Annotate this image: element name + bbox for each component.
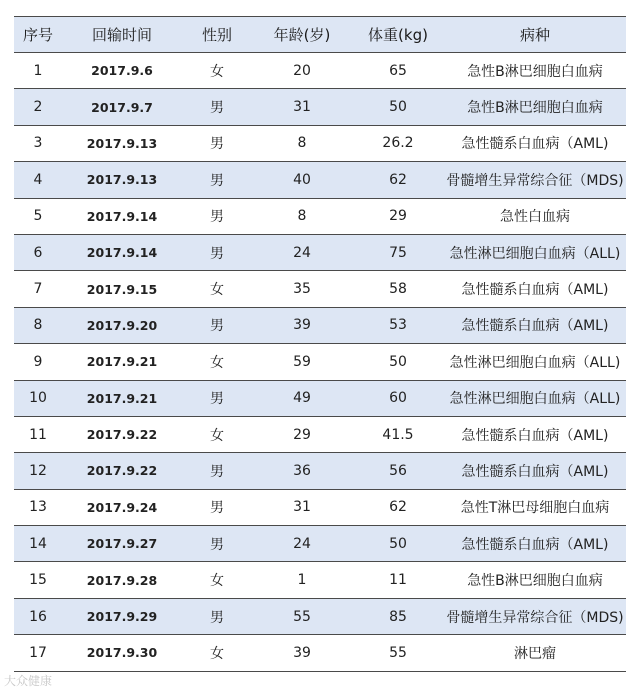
- cell-number: 6: [33, 244, 43, 261]
- cell-age: 8: [297, 208, 307, 225]
- table-row: [14, 381, 626, 417]
- cell-sex: 男: [210, 245, 224, 262]
- cell-number: 9: [33, 353, 43, 370]
- cell-weight: 11: [389, 572, 407, 589]
- cell-age: 1: [297, 572, 307, 589]
- table-row: [14, 271, 626, 307]
- cell-number: 4: [33, 171, 43, 188]
- cell-sex: 女: [210, 427, 224, 444]
- header-sex: 性别: [201, 26, 232, 44]
- cell-sex: 女: [210, 573, 224, 590]
- table-row: [14, 308, 626, 344]
- watermark: 大众健康: [4, 674, 53, 688]
- cell-number: 3: [33, 135, 43, 152]
- cell-date: 2017.9.7: [91, 99, 153, 115]
- cell-disease: 急性髓系白血病（AML): [461, 282, 609, 299]
- cell-weight: 60: [389, 390, 407, 407]
- cell-number: 8: [33, 317, 43, 334]
- cell-number: 12: [29, 462, 47, 479]
- cell-age: 39: [293, 317, 311, 334]
- cell-disease: 急性B淋巴细胞白血病: [467, 573, 603, 590]
- cell-disease: 急性淋巴细胞白血病（ALL): [449, 354, 621, 371]
- cell-age: 29: [293, 426, 311, 443]
- cell-age: 59: [293, 353, 311, 370]
- cell-date: 2017.9.29: [86, 609, 158, 625]
- table-row: [14, 344, 626, 380]
- table-row: [14, 417, 626, 453]
- cell-disease: 急性髓系白血病（AML): [461, 136, 609, 153]
- table-row: [14, 162, 626, 198]
- cell-disease: 急性淋巴细胞白血病（ALL): [449, 245, 621, 262]
- table-row: [14, 526, 626, 562]
- table-row: [14, 453, 626, 489]
- cell-sex: 男: [210, 209, 224, 226]
- cell-weight: 56: [389, 462, 407, 479]
- cell-sex: 女: [210, 354, 224, 371]
- patient-table: [14, 16, 626, 672]
- cell-age: 49: [293, 390, 311, 407]
- header-disease: 病种: [519, 26, 550, 44]
- cell-age: 20: [293, 62, 311, 79]
- cell-sex: 女: [210, 645, 224, 662]
- cell-disease: 急性B淋巴细胞白血病: [467, 63, 603, 80]
- cell-sex: 男: [210, 609, 224, 626]
- cell-weight: 41.5: [382, 426, 414, 443]
- cell-weight: 50: [389, 99, 407, 116]
- header-date: 回输时间: [91, 26, 152, 44]
- cell-disease: 急性髓系白血病（AML): [461, 536, 609, 553]
- cell-weight: 50: [389, 353, 407, 370]
- table-row: [14, 89, 626, 125]
- table-row: [14, 562, 626, 598]
- cell-weight: 62: [389, 499, 407, 516]
- cell-disease: 急性B淋巴细胞白血病: [467, 100, 603, 117]
- cell-date: 2017.9.27: [86, 536, 158, 552]
- table-header-row: [14, 16, 626, 53]
- cell-number: 1: [33, 62, 43, 79]
- cell-weight: 62: [389, 171, 407, 188]
- table-row: [14, 599, 626, 635]
- cell-date: 2017.9.15: [86, 281, 158, 297]
- cell-sex: 男: [210, 391, 224, 408]
- table-body: [14, 53, 626, 672]
- cell-weight: 53: [389, 317, 407, 334]
- cell-date: 2017.9.14: [86, 245, 158, 261]
- cell-disease: 骨髓增生异常综合征（MDS): [446, 609, 624, 626]
- cell-date: 2017.9.20: [86, 317, 158, 333]
- cell-age: 24: [293, 244, 311, 261]
- cell-age: 31: [293, 99, 311, 116]
- cell-disease: 急性髓系白血病（AML): [461, 463, 609, 480]
- cell-weight: 65: [389, 62, 407, 79]
- cell-date: 2017.9.13: [86, 172, 158, 188]
- cell-number: 5: [33, 208, 43, 225]
- cell-sex: 女: [210, 63, 224, 80]
- cell-number: 2: [33, 99, 43, 116]
- cell-date: 2017.9.21: [86, 390, 158, 406]
- cell-age: 55: [293, 608, 311, 625]
- cell-date: 2017.9.14: [86, 208, 158, 224]
- cell-sex: 男: [210, 100, 224, 117]
- cell-date: 2017.9.22: [86, 427, 158, 443]
- cell-weight: 85: [389, 608, 407, 625]
- cell-disease: 淋巴瘤: [514, 645, 556, 662]
- cell-number: 11: [29, 426, 47, 443]
- table-row: [14, 235, 626, 271]
- cell-age: 40: [293, 171, 311, 188]
- cell-number: 7: [33, 281, 43, 298]
- header-age: 年龄(岁): [273, 26, 331, 44]
- table-row: [14, 635, 626, 671]
- cell-age: 35: [293, 281, 311, 298]
- cell-sex: 男: [210, 136, 224, 153]
- cell-number: 17: [29, 644, 47, 661]
- cell-date: 2017.9.13: [86, 135, 158, 151]
- cell-disease: 急性髓系白血病（AML): [461, 427, 609, 444]
- cell-disease: 急性淋巴细胞白血病（ALL): [449, 391, 621, 408]
- cell-weight: 55: [389, 644, 407, 661]
- cell-disease: 骨髓增生异常综合征（MDS): [446, 172, 624, 189]
- cell-age: 8: [297, 135, 307, 152]
- cell-sex: 男: [210, 536, 224, 553]
- cell-weight: 58: [389, 281, 407, 298]
- cell-weight: 75: [389, 244, 407, 261]
- cell-age: 24: [293, 535, 311, 552]
- cell-number: 13: [29, 499, 47, 516]
- cell-date: 2017.9.28: [86, 572, 158, 588]
- cell-age: 36: [293, 462, 311, 479]
- table-row: [14, 126, 626, 162]
- cell-weight: 29: [389, 208, 407, 225]
- cell-disease: 急性髓系白血病（AML): [461, 318, 609, 335]
- cell-weight: 50: [389, 535, 407, 552]
- table-row: [14, 199, 626, 235]
- cell-date: 2017.9.21: [86, 354, 158, 370]
- cell-number: 15: [29, 572, 47, 589]
- cell-sex: 女: [210, 282, 224, 299]
- cell-age: 31: [293, 499, 311, 516]
- header-number: 序号: [22, 26, 53, 44]
- cell-disease: 急性T淋巴母细胞白血病: [460, 500, 610, 517]
- cell-date: 2017.9.24: [86, 499, 158, 515]
- header-weight: 体重(kg): [368, 26, 428, 44]
- table-row: [14, 490, 626, 526]
- cell-date: 2017.9.6: [91, 63, 153, 79]
- cell-disease: 急性白血病: [500, 209, 570, 226]
- cell-number: 14: [29, 535, 47, 552]
- cell-sex: 男: [210, 463, 224, 480]
- cell-age: 39: [293, 644, 311, 661]
- cell-date: 2017.9.30: [86, 645, 158, 661]
- cell-number: 10: [29, 390, 47, 407]
- cell-sex: 男: [210, 172, 224, 189]
- cell-sex: 男: [210, 500, 224, 517]
- cell-date: 2017.9.22: [86, 463, 158, 479]
- table-row: [14, 53, 626, 89]
- cell-sex: 男: [210, 318, 224, 335]
- cell-weight: 26.2: [382, 135, 414, 152]
- cell-number: 16: [29, 608, 47, 625]
